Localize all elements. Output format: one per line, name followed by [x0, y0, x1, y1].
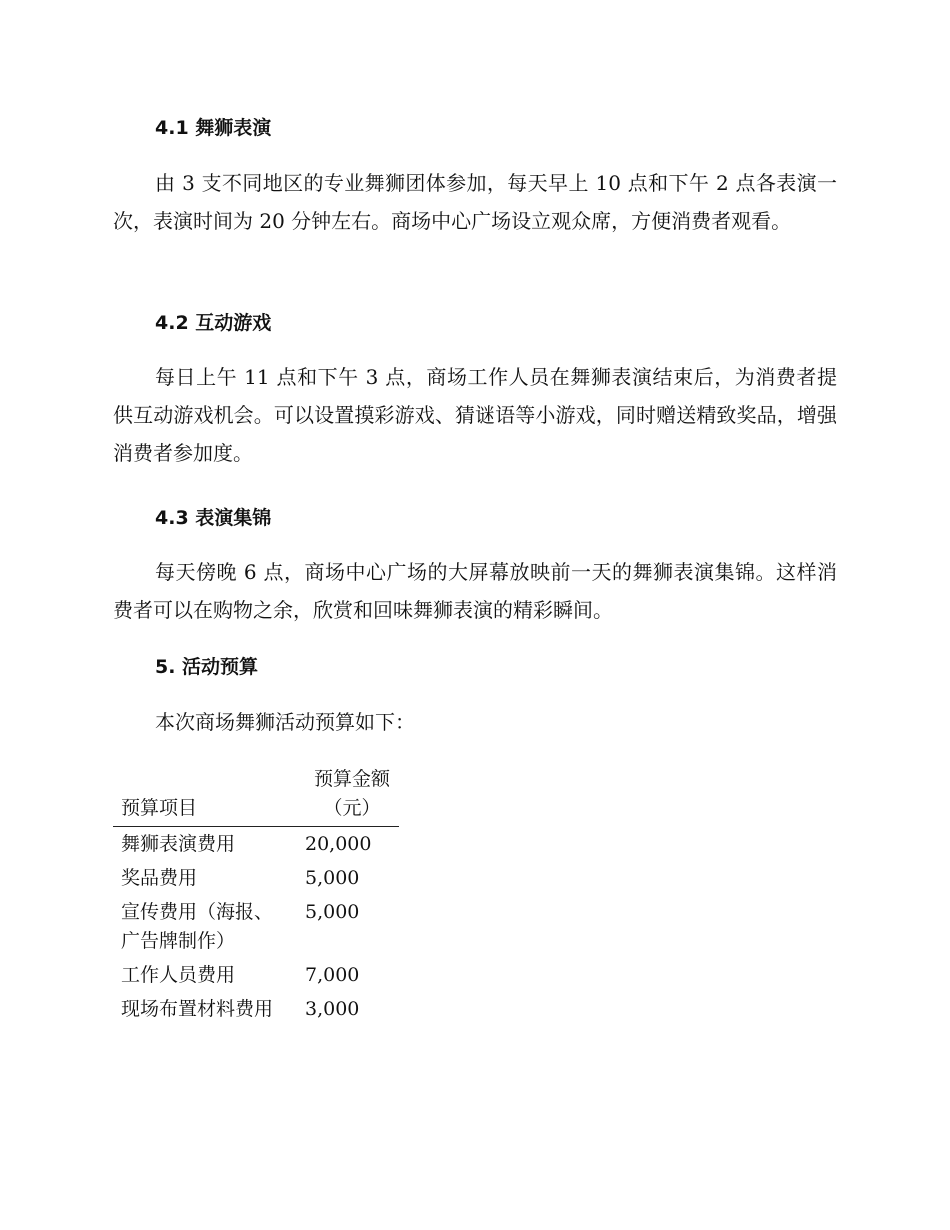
budget-item-name: 舞狮表演费用: [121, 833, 236, 855]
budget-item-amount: 5,000: [305, 901, 360, 923]
budget-table-header-row: [113, 765, 399, 827]
budget-item-amount: 3,000: [305, 998, 360, 1020]
budget-item-name: 宣传费用（海报、广告牌制作）: [121, 901, 274, 952]
budget-table: [113, 765, 399, 1026]
section-paragraph-4-3: 每天傍晚 6 点，商场中心广场的大屏幕放映前一天的舞狮表演集锦。这样消费者可以在购物之余，欣赏和回味舞狮表演的精彩瞬间。: [113, 560, 837, 622]
section-heading-4-2: 4.2 互动游戏: [155, 312, 272, 334]
section-heading-4-1: 4.1 舞狮表演: [155, 117, 272, 139]
budget-intro-text: 本次商场舞狮活动预算如下：: [155, 710, 415, 734]
budget-item-header: 预算项目: [121, 797, 198, 819]
budget-item-name: 奖品费用: [121, 867, 198, 889]
table-row: [113, 895, 399, 958]
budget-item-name: 现场布置材料费用: [121, 998, 274, 1020]
budget-item-amount: 20,000: [305, 833, 372, 855]
section-paragraph-4-1: 由 3 支不同地区的专业舞狮团体参加，每天早上 10 点和下午 2 点各表演一次，表演时间为 20 分钟左右。商场中心广场设立观众席，方便消费者观看。: [113, 171, 837, 233]
section-heading-4-3: 4.3 表演集锦: [155, 507, 272, 529]
budget-amount-header: 预算金额（元）: [313, 768, 390, 819]
budget-item-name: 工作人员费用: [121, 964, 236, 986]
table-row: [113, 827, 399, 862]
budget-item-amount: 7,000: [305, 964, 360, 986]
table-row: [113, 861, 399, 895]
table-row: [113, 992, 399, 1026]
section-heading-5: 5. 活动预算: [155, 656, 259, 678]
budget-item-amount: 5,000: [305, 867, 360, 889]
table-row: [113, 958, 399, 992]
section-paragraph-4-2: 每日上午 11 点和下午 3 点，商场工作人员在舞狮表演结束后，为消费者提供互动游戏机会。可以设置摸彩游戏、猜谜语等小游戏，同时赠送精致奖品，增强消费者参加度。: [113, 365, 837, 465]
